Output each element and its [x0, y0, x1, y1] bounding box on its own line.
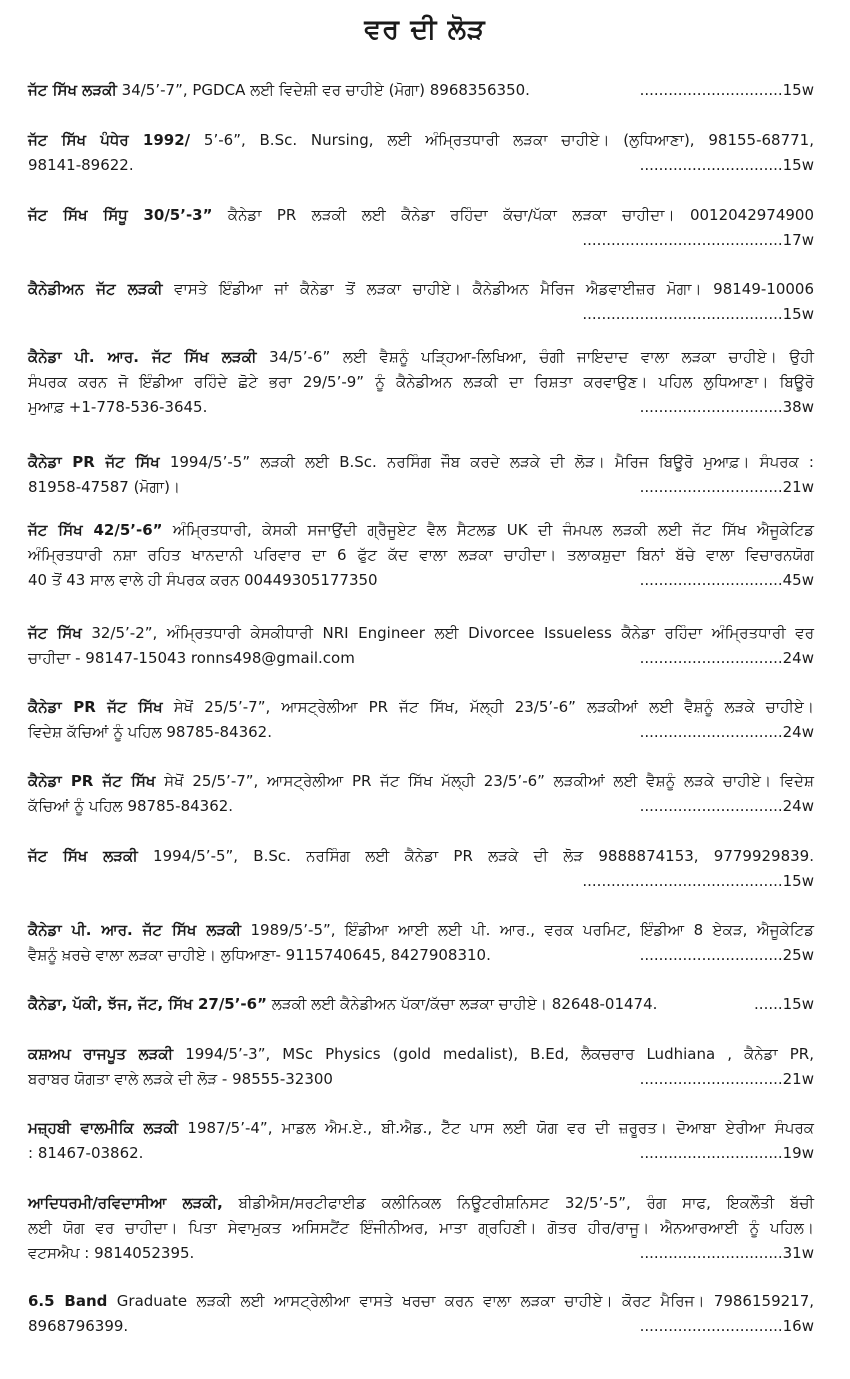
ad-text: ਵਟਸਐਪ : 9814052395. — [28, 1244, 195, 1262]
dot-leader: .............................. — [639, 723, 783, 741]
ad-code — [640, 1314, 814, 1339]
ad-line — [28, 1216, 814, 1241]
dot-leader: .......................................... — [582, 872, 783, 890]
ad-text: ਵਿਦੇਸ਼ ਕੱਚਿਆਂ ਨੂੰ ਪਹਿਲ 98785-84362. — [28, 723, 272, 741]
ad-line — [28, 918, 814, 943]
ad-heading: ਕੈਨੇਡਾ PR ਜੱਟ ਸਿੱਖ — [28, 453, 160, 471]
ad-line — [28, 695, 814, 720]
dot-leader: .............................. — [639, 946, 783, 964]
ad-heading: ਕੈਨੇਡਾ, ਪੱਕੀ, ਝੱਜ, ਜੱਟ, ਸਿੱਖ 27/5’-6” — [28, 995, 267, 1013]
ad-code — [754, 992, 814, 1017]
ad-line — [28, 78, 814, 103]
dot-leader: ...... — [754, 995, 783, 1013]
ad-code — [640, 1067, 814, 1092]
ad-code — [640, 475, 814, 500]
ad-line — [28, 1067, 814, 1092]
ad-text: ਸੇਖੋਂ 25/5’-7”, ਆਸਟ੍ਰੇਲੀਆ PR ਜੱਟ ਸਿੱਖ ਮੱਲ੍ਹੀ 23/5’-6” ਲੜਕੀਆਂ ਲਈ ਵੈਸ਼ਨੂੰ ਲੜਕੇ ਚਾਹੀਏ। ਵਿਦੇਸ਼ — [164, 772, 814, 790]
ad-line — [28, 646, 814, 671]
ad-text: 98141-89622. — [28, 156, 134, 174]
ad-entry — [28, 695, 814, 745]
ad-code-value: 17w — [782, 231, 814, 249]
ad-text: ਬੀਡੀਐਸ/ਸਰਟੀਫਾਈਡ ਕਲੀਨਿਕਲ ਨਿਊਟਰੀਸ਼ਨਿਸਟ 32/5’-5”, ਰੰਗ ਸਾਫ, ਇਕਲੌਤੀ ਬੱਚੀ — [238, 1194, 814, 1212]
ad-text: 34/5’-7”, PGDCA ਲਈ ਵਿਦੇਸ਼ੀ ਵਰ ਚਾਹੀਏ (ਮੋਗਾ) 8968356350. — [121, 81, 530, 99]
ad-heading: ਕੈਨੇਡਾ ਪੀ. ਆਰ. ਜੱਟ ਸਿੱਖ ਲੜਕੀ — [28, 921, 242, 939]
ad-line — [28, 1314, 814, 1339]
ad-text: 1987/5’-4”, ਮਾਡਲ ਐਮ.ਏ., ਬੀ.ਐਡ., ਟੈੱਟ ਪਾਸ ਲਈ ਯੋਗ ਵਰ ਦੀ ਜ਼ਰੂਰਤ। ਦੋਆਬਾ ਏਰੀਆ ਸੰਪਰਕ — [187, 1119, 814, 1137]
ad-line — [28, 844, 814, 869]
dot-leader: .............................. — [639, 1144, 783, 1162]
ad-code-value: 21w — [782, 1070, 814, 1088]
ad-code — [640, 646, 814, 671]
ad-code-value: 15w — [782, 156, 814, 174]
ad-entry — [28, 345, 814, 420]
ad-heading: ਕੈਨੇਡਾ PR ਜੱਟ ਸਿੱਖ — [28, 698, 163, 716]
ad-entry — [28, 277, 814, 327]
ad-heading: ਜੱਟ ਸਿੱਖ ਲੜਕੀ — [28, 847, 138, 865]
ad-entry — [28, 78, 814, 103]
ad-code — [640, 1141, 814, 1166]
ad-text: : 81467-03862. — [28, 1144, 144, 1162]
ad-code — [640, 720, 814, 745]
ad-line — [28, 543, 814, 568]
ad-entry — [28, 1116, 814, 1166]
ad-entry — [28, 1191, 814, 1266]
ad-code-value: 24w — [782, 797, 814, 815]
ad-line — [28, 1241, 814, 1266]
ad-entry — [28, 128, 814, 178]
ad-text: ਮੁਆਫ਼ +1-778-536-3645. — [28, 398, 208, 416]
ad-line — [28, 395, 814, 420]
ad-heading: ਜੱਟ ਸਿੱਖ ਸਿੱਧੂ 30/5’-3” — [28, 206, 213, 224]
ad-text: Graduate ਲੜਕੀ ਲਈ ਆਸਟ੍ਰੇਲੀਆ ਵਾਸਤੇ ਖਰਚਾ ਕਰਨ ਵਾਲਾ ਲੜਕਾ ਚਾਹੀਏ। ਕੋਰਟ ਮੈਰਿਜ। 7986159217, — [116, 1292, 815, 1310]
dot-leader: .............................. — [639, 398, 783, 416]
ad-heading: ਕੈਨੇਡੀਅਨ ਜੱਟ ਲੜਕੀ — [28, 280, 163, 298]
ad-text: ਅੰਮ੍ਰਿਤਧਾਰੀ, ਕੇਸਕੀ ਸਜਾਉਂਦੀ ਗ੍ਰੈਜੂਏਟ ਵੈਲ ਸੈਟਲਡ UK ਦੀ ਜੰਮਪਲ ਲੜਕੀ ਲਈ ਜੱਟ ਸਿੱਖ ਐਜੂਕੇਟਿਡ — [172, 521, 814, 539]
ad-text: ਕੱਚਿਆਂ ਨੂੰ ਪਹਿਲ 98785-84362. — [28, 797, 234, 815]
dot-leader: .............................. — [639, 156, 783, 174]
ad-heading: 6.5 Band — [28, 1292, 108, 1310]
ad-code-value: 15w — [782, 995, 814, 1013]
dot-leader: .............................. — [639, 571, 783, 589]
ad-line — [28, 720, 814, 745]
ad-code-value: 24w — [782, 723, 814, 741]
ad-entry — [28, 203, 814, 253]
ad-text: 8968796399. — [28, 1317, 129, 1335]
ad-line — [28, 794, 814, 819]
ad-text: ਕੈਨੇਡਾ PR ਲੜਕੀ ਲਈ ਕੈਨੇਡਾ ਰਹਿੰਦਾ ਕੱਚਾ/ਪੱਕਾ ਲੜਕਾ ਚਾਹੀਦਾ। 0012042974900 — [227, 206, 815, 224]
ad-entry — [28, 918, 814, 968]
ad-text: 1994/5’-5” ਲੜਕੀ ਲਈ B.Sc. ਨਰਸਿੰਗ ਜੌਬ ਕਰਦੇ ਲੜਕੇ ਦੀ ਲੋੜ। ਮੈਰਿਜ ਬਿਊਰੋ ਮੁਆਫ਼। ਸੰਪਰਕ : — [169, 453, 814, 471]
dot-leader: .............................. — [639, 649, 783, 667]
dot-leader: .............................. — [639, 797, 783, 815]
ad-text: ਸੰਪਰਕ ਕਰਨ ਜੋ ਇੰਡੀਆ ਰਹਿੰਦੇ ਛੋਟੇ ਭਰਾ 29/5’-9” ਨੂੰ ਕੈਨੇਡੀਅਨ ਲੜਕੀ ਦਾ ਰਿਸ਼ਤਾ ਕਰਵਾਉਣ। ਪਹਿਲ ਲੁਧਿਆਣਾ। ਬਿਊਰੋ — [28, 373, 814, 391]
ad-heading: ਜੱਟ ਸਿੱਖ ਲੜਕੀ — [28, 81, 117, 99]
ad-entry — [28, 769, 814, 819]
ad-line — [28, 370, 814, 395]
ad-line — [28, 1042, 814, 1067]
ad-code — [640, 1241, 814, 1266]
ad-code — [582, 228, 814, 253]
ad-code-value: 21w — [782, 478, 814, 496]
ad-text: 40 ਤੋਂ 43 ਸਾਲ ਵਾਲੇ ਹੀ ਸੰਪਰਕ ਕਰਨ 00449305177350 — [28, 571, 378, 589]
ad-text: ਲਈ ਯੋਗ ਵਰ ਚਾਹੀਦਾ। ਪਿਤਾ ਸੇਵਾਮੁਕਤ ਅਸਿਸਟੈਂਟ ਇੰਜੀਨੀਅਰ, ਮਾਤਾ ਗ੍ਰਹਿਣੀ। ਗੋਤਰ ਹੀਰ/ਰਾਜੂ। ਐਨਆਰਆਈ ਨੂੰ ਪਹਿਲ। — [28, 1219, 814, 1237]
ad-heading: ਜੱਟ ਸਿੱਖ ਪੰਧੇਰ 1992/ — [28, 131, 191, 149]
ad-text: 1994/5’-5”, B.Sc. ਨਰਸਿੰਗ ਲਈ ਕੈਨੇਡਾ PR ਲੜਕੇ ਦੀ ਲੋੜ 9888874153, 9779929839. — [153, 847, 814, 865]
ad-text: ਚਾਹੀਦਾ - 98147-15043 ronns498@gmail.com — [28, 649, 355, 667]
ad-code-value: 24w — [782, 649, 814, 667]
ad-heading: ਮਜ਼੍ਹਬੀ ਵਾਲਮੀਕਿ ਲੜਕੀ — [28, 1119, 179, 1137]
ad-text: ਸੇਖੋਂ 25/5’-7”, ਆਸਟ੍ਰੇਲੀਆ PR ਜੱਟ ਸਿੱਖ, ਮੱਲ੍ਹੀ 23/5’-6” ਲੜਕੀਆਂ ਲਈ ਵੈਸ਼ਨੂੰ ਲੜਕੇ ਚਾਹੀਏ। — [173, 698, 814, 716]
ad-line — [28, 475, 814, 500]
ad-code — [640, 568, 814, 593]
dot-leader: .............................. — [639, 1070, 783, 1088]
ad-code-value: 16w — [782, 1317, 814, 1335]
ad-line — [28, 992, 814, 1017]
ad-entry — [28, 621, 814, 671]
ad-text: ਵੈਸ਼ਨੂੰ ਖ਼ਰਚੇ ਵਾਲਾ ਲੜਕਾ ਚਾਹੀਏ। ਲੁਧਿਆਣਾ- 9115740645, 8427908310. — [28, 946, 491, 964]
ad-heading: ਜੱਟ ਸਿੱਖ 42/5’-6” — [28, 521, 163, 539]
ad-entry — [28, 844, 814, 894]
ad-line — [28, 450, 814, 475]
ad-code-value: 19w — [782, 1144, 814, 1162]
ad-code — [640, 395, 814, 420]
ad-line — [28, 203, 814, 228]
ad-text: 81958-47587 (ਮੋਗਾ)। — [28, 478, 181, 496]
ad-line — [28, 1141, 814, 1166]
ad-code — [640, 794, 814, 819]
ad-code — [582, 869, 814, 894]
dot-leader: .............................. — [639, 1244, 783, 1262]
ad-text: 5’-6”, B.Sc. Nursing, ਲਈ ਅੰਮ੍ਰਿਤਧਾਰੀ ਲੜਕਾ ਚਾਹੀਏ। (ਲੁਧਿਆਣਾ), 98155-68771, — [203, 131, 814, 149]
ad-line — [28, 568, 814, 593]
dot-leader: .......................................... — [582, 231, 783, 249]
dot-leader: .............................. — [639, 1317, 783, 1335]
ad-text: 34/5’-6” ਲਈ ਵੈਸ਼ਨੂੰ ਪੜ੍ਹਿਆ-ਲਿਖਿਆ, ਚੰਗੀ ਜਾਇਦਾਦ ਵਾਲਾ ਲੜਕਾ ਚਾਹੀਏ। ਉਹੀ — [269, 348, 814, 366]
ad-line — [28, 153, 814, 178]
ad-code — [640, 78, 814, 103]
ad-line — [28, 1191, 814, 1216]
ad-code-value: 15w — [782, 81, 814, 99]
ad-heading: ਕੈਨੇਡਾ ਪੀ. ਆਰ. ਜੱਟ ਸਿੱਖ ਲੜਕੀ — [28, 348, 257, 366]
ad-code-value: 45w — [782, 571, 814, 589]
ad-code-value: 31w — [782, 1244, 814, 1262]
ad-heading: ਕੈਨੇਡਾ PR ਜੱਟ ਸਿੱਖ — [28, 772, 156, 790]
page-title: ਵਰ ਦੀ ਲੋੜ — [364, 14, 486, 45]
ad-line — [28, 943, 814, 968]
ad-line — [28, 128, 814, 153]
ad-heading: ਆਦਿਧਰਮੀ/ਰਵਿਦਾਸੀਆ ਲੜਕੀ, — [28, 1194, 223, 1212]
ad-text: ਬਰਾਬਰ ਯੋਗਤਾ ਵਾਲੇ ਲੜਕੇ ਦੀ ਲੋੜ - 98555-32300 — [28, 1070, 333, 1088]
ad-line — [28, 621, 814, 646]
ad-code-value: 38w — [782, 398, 814, 416]
ad-heading: ਕਸ਼ਅਪ ਰਾਜਪੂਤ ਲੜਕੀ — [28, 1045, 174, 1063]
ad-code — [640, 153, 814, 178]
ad-entry — [28, 518, 814, 593]
ad-text: ਵਾਸਤੇ ਇੰਡੀਆ ਜਾਂ ਕੈਨੇਡਾ ਤੋਂ ਲੜਕਾ ਚਾਹੀਏ। ਕੈਨੇਡੀਅਨ ਮੈਰਿਜ ਐਡਵਾਈਜ਼ਰ ਮੋਗਾ। 98149-10006 — [174, 280, 814, 298]
ad-code — [640, 943, 814, 968]
ad-heading: ਜੱਟ ਸਿੱਖ — [28, 624, 82, 642]
ad-entry — [28, 1289, 814, 1339]
dot-leader: .......................................... — [582, 305, 783, 323]
ad-line — [28, 277, 814, 302]
ad-text: ਅੰਮ੍ਰਿਤਧਾਰੀ ਨਸ਼ਾ ਰਹਿਤ ਖਾਨਦਾਨੀ ਪਰਿਵਾਰ ਦਾ 6 ਫੁੱਟ ਕੱਦ ਵਾਲਾ ਲੜਕਾ ਚਾਹੀਦਾ। ਤਲਾਕਸ਼ੁਦਾ ਬਿਨਾਂ ਬੱਚੇ ਵਾਲਾ ਵਿਚਾਰਨਯੋਗ — [28, 546, 814, 564]
ad-text: ਲੜਕੀ ਲਈ ਕੈਨੇਡੀਅਨ ਪੱਕਾ/ਕੱਚਾ ਲੜਕਾ ਚਾਹੀਏ। 82648-01474. — [271, 995, 658, 1013]
ad-line — [28, 769, 814, 794]
ad-text: 1994/5’-3”, MSc Physics (gold medalist), B.Ed, ਲੈਕਚਰਾਰ Ludhiana , ਕੈਨੇਡਾ PR, — [185, 1045, 814, 1063]
ad-entry — [28, 992, 814, 1017]
ad-text: 1989/5’-5”, ਇੰਡੀਆ ਆਈ ਲਈ ਪੀ. ਆਰ., ਵਰਕ ਪਰਮਿਟ, ਇੰਡੀਆ 8 ਏਕੜ, ਐਜੂਕੇਟਿਡ — [250, 921, 814, 939]
ad-code-value: 15w — [782, 305, 814, 323]
ad-line — [28, 345, 814, 370]
dot-leader: .............................. — [639, 478, 783, 496]
dot-leader: .............................. — [639, 81, 783, 99]
ad-code-value: 15w — [782, 872, 814, 890]
ad-entry — [28, 1042, 814, 1092]
ad-code — [582, 302, 814, 327]
ad-code-value: 25w — [782, 946, 814, 964]
ad-text: 32/5’-2”, ਅੰਮ੍ਰਿਤਧਾਰੀ ਕੇਸਕੀਧਾਰੀ NRI Engineer ਲਈ Divorcee Issueless ਕੈਨੇਡਾ ਰਹਿੰਦਾ ਅੰਮ੍ਰਿਤਧਾਰੀ ਵਰ — [91, 624, 814, 642]
ad-line — [28, 1289, 814, 1314]
ad-line — [28, 518, 814, 543]
ad-entry — [28, 450, 814, 500]
ad-line — [28, 1116, 814, 1141]
